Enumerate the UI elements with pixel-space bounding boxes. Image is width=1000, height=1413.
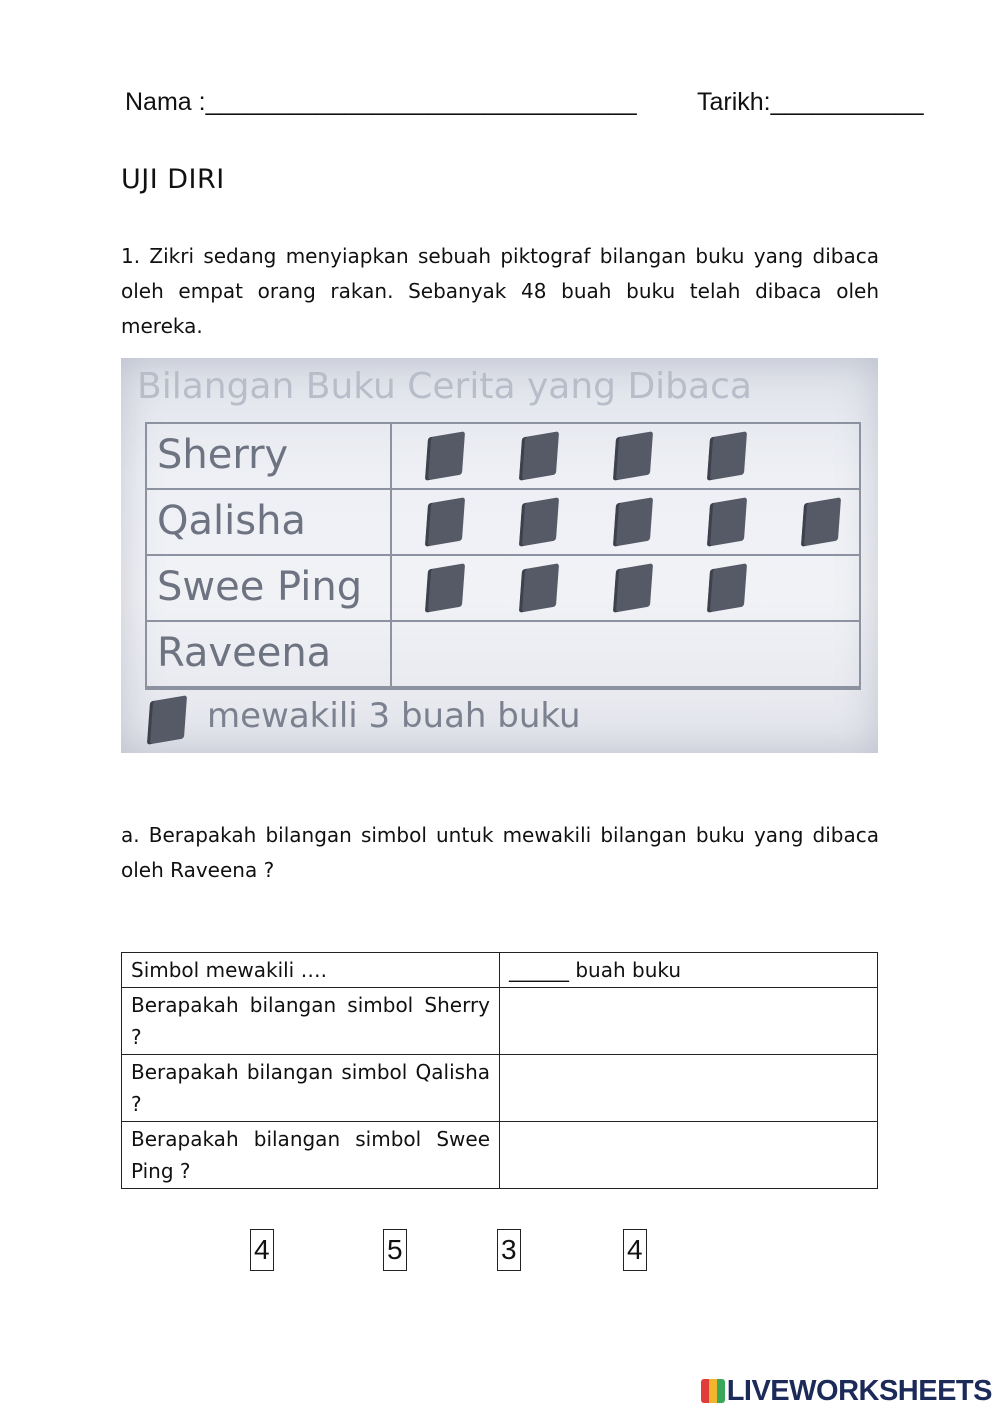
book-symbol <box>425 497 465 547</box>
pictograph-grid <box>145 422 861 690</box>
row-label: Qalisha <box>157 498 306 544</box>
pictograph-row-sherry <box>147 424 859 490</box>
table-cell-question: Berapakah bilangan simbol Swee Ping ? <box>122 1122 500 1189</box>
table-row <box>122 988 878 1055</box>
date-field: Tarikh:___________ <box>697 88 924 116</box>
table-cell-question: Berapakah bilangan simbol Sherry ? <box>122 988 500 1055</box>
column-divider <box>390 424 392 688</box>
table-row <box>122 953 878 988</box>
book-symbol <box>613 497 653 547</box>
question-a: a. Berapakah bilangan simbol untuk mewakili bilangan buku yang dibaca oleh Raveena ? <box>121 823 879 882</box>
answer-cell[interactable] <box>500 1122 878 1189</box>
pictograph-row-qalisha <box>147 490 859 556</box>
book-symbol <box>801 497 841 547</box>
book-symbol <box>519 497 559 547</box>
answer-table <box>121 952 878 1189</box>
book-symbol <box>613 431 653 481</box>
question-1: 1. Zikri sedang menyiapkan sebuah piktograf bilangan buku yang dibaca oleh empat orang rakan. Sebanyak 48 buah buku telah dibaca oleh mereka. <box>121 244 879 338</box>
pictograph-photo <box>121 358 878 753</box>
answer-option-1[interactable]: 4 <box>250 1229 274 1271</box>
book-symbol <box>613 563 653 613</box>
logo-text: LIVEWORKSHEETS <box>726 1375 992 1407</box>
table-row <box>122 1122 878 1189</box>
book-symbol <box>707 497 747 547</box>
answer-cell[interactable]: ______ buah buku <box>500 953 878 988</box>
table-cell-question: Berapakah bilangan simbol Qalisha ? <box>122 1055 500 1122</box>
answer-option-3[interactable]: 3 <box>497 1229 521 1271</box>
pictograph-row-swee-ping <box>147 556 859 622</box>
pictograph-row-raveena <box>147 622 859 688</box>
name-field: Nama :_______________________________ <box>125 88 637 116</box>
worksheet-title: UJI DIRI <box>121 164 225 195</box>
pictograph-key: mewakili 3 buah buku <box>207 696 581 736</box>
table-row <box>122 1055 878 1122</box>
book-symbol <box>707 563 747 613</box>
answer-option-2[interactable]: 5 <box>383 1229 407 1271</box>
answer-cell[interactable] <box>500 1055 878 1122</box>
answer-option-4[interactable]: 4 <box>623 1229 647 1271</box>
book-symbol <box>519 563 559 613</box>
table-cell-question: Simbol mewakili …. <box>122 953 500 988</box>
book-symbol <box>425 563 465 613</box>
book-symbol <box>519 431 559 481</box>
row-label: Swee Ping <box>157 564 363 610</box>
answer-cell[interactable] <box>500 988 878 1055</box>
row-label: Raveena <box>157 630 332 676</box>
logo-icon <box>701 1379 725 1403</box>
row-label: Sherry <box>157 432 289 478</box>
book-symbol <box>707 431 747 481</box>
liveworksheets-logo[interactable] <box>701 1375 992 1408</box>
book-icon <box>147 695 187 745</box>
pictograph-title: Bilangan Buku Cerita yang Dibaca <box>137 366 752 407</box>
book-symbol <box>425 431 465 481</box>
